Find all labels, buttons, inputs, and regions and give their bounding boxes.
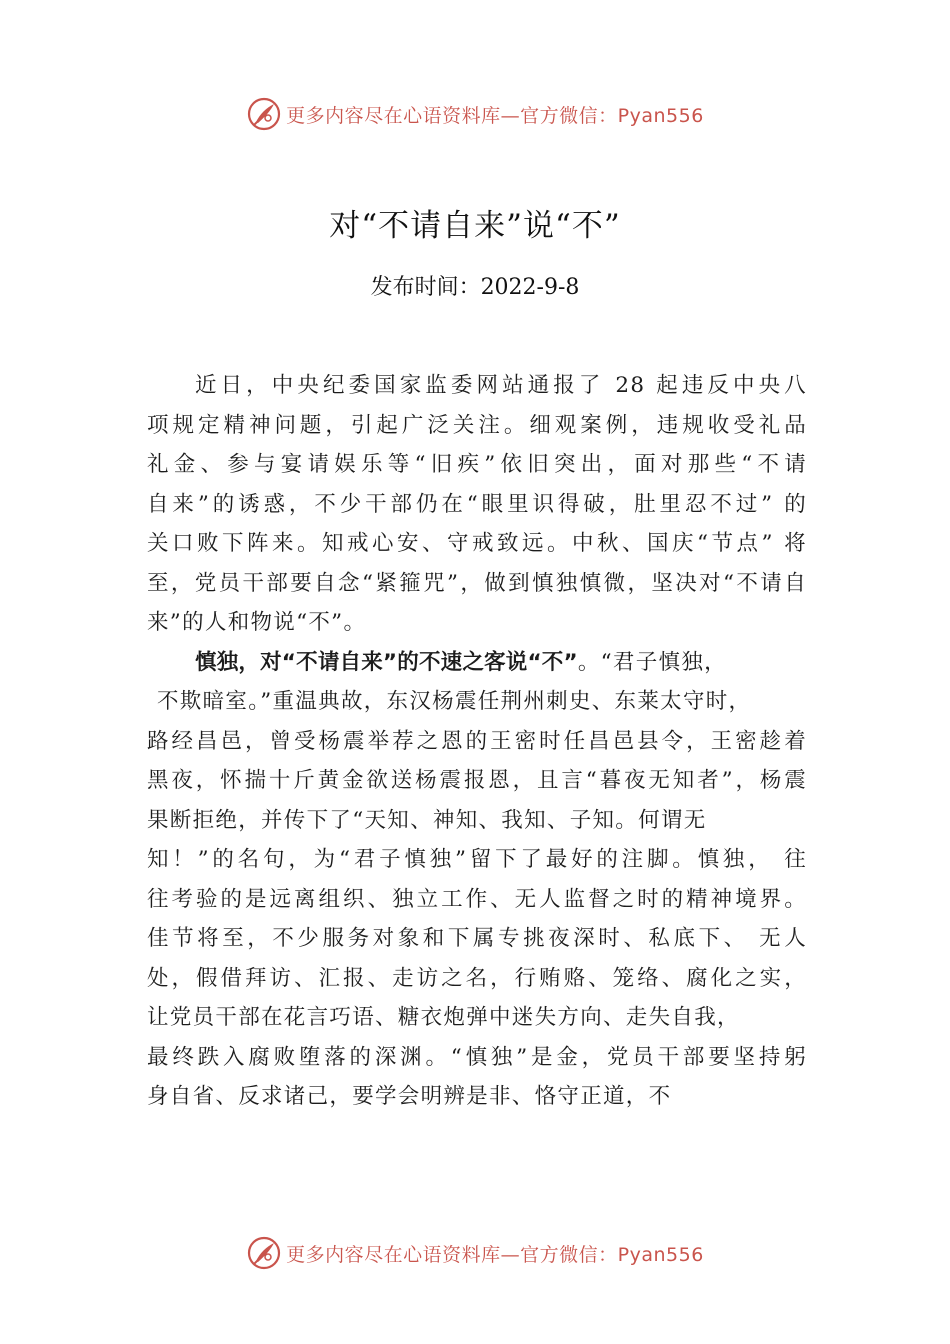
quill-pen-seal-icon: [246, 96, 282, 132]
banner-text: 更多内容尽在心语资料库—官方微信：Pyan556: [286, 1243, 704, 1266]
section-heading: 慎独，对“不请自来”的不速之客说“不”: [195, 649, 578, 675]
paragraph1-line: 近日，中央纪委国家监委网站通报了 28 起违反中央八: [195, 373, 807, 398]
paragraph2-first-line: 慎独，对“不请自来”的不速之客说“不”。“君子慎独，: [195, 649, 727, 675]
paragraph2-line: 往考验的是远离组织、独立工作、无人监督之时的精神境界。: [147, 886, 807, 912]
paragraph2-line: 处，假借拜访、汇报、走访之名，行贿赂、笼络、腐化之实，: [147, 965, 807, 991]
paragraph1-line: 自来”的诱惑，不少干部仍在“眼里识得破，肚里忍不过” 的: [147, 491, 807, 517]
article-body: [147, 366, 807, 1117]
paragraph1-line: 项规定精神问题，引起广泛关注。细观案例，违规收受礼品: [147, 412, 807, 438]
paragraph2-line: 佳节将至，不少服务对象和下属专挑夜深时、私底下、 无人: [147, 926, 807, 951]
wechat-id: Pyan556: [617, 1243, 704, 1266]
paragraph2-line: 知！”的名句，为“君子慎独”留下了最好的注脚。慎独， 往: [147, 847, 807, 872]
publish-date: 发布时间：2022-9-8: [370, 275, 580, 300]
header-banner: [0, 94, 950, 134]
paragraph2-line: 让党员干部在花言巧语、糖衣炮弹中迷失方向、走失自我，: [147, 1005, 740, 1030]
paragraph2-line: 果断拒绝，并传下了“天知、神知、我知、子知。何谓无: [147, 807, 707, 833]
wechat-id: Pyan556: [617, 104, 704, 127]
paragraph1-line: 来”的人和物说“不”。: [147, 610, 367, 635]
article-title: 对“不请自来”说“不”: [329, 208, 621, 244]
paragraph2-line: 身自省、反求诸己，要学会明辨是非、恪守正道，不: [147, 1084, 672, 1109]
paragraph2-line: 黑夜，怀揣十斤黄金欲送杨震报恩，且言“暮夜无知者”，杨震: [147, 768, 807, 793]
paragraph1-line: 礼金、参与宴请娱乐等“旧疾”依旧突出，面对那些“不请: [147, 452, 807, 477]
quill-pen-seal-icon: [246, 1235, 282, 1271]
footer-banner: [0, 1233, 950, 1273]
paragraph2-line: 最终跌入腐败堕落的深渊。“慎独”是金，党员干部要坚持躬: [147, 1044, 807, 1070]
paragraph2-line: 不欺暗室。”重温典故，东汉杨震任荆州刺史、东莱太守时，: [157, 689, 752, 714]
paragraph1-line: 至，党员干部要自念“紧箍咒”，做到慎独慎微，坚决对“不请自: [147, 570, 807, 596]
paragraph1-line: 关口败下阵来。知戒心安、守戒致远。中秋、国庆“节点” 将: [147, 531, 807, 556]
banner-text: 更多内容尽在心语资料库—官方微信：Pyan556: [286, 104, 704, 127]
paragraph2-line: 路经昌邑，曾受杨震举荐之恩的王密时任昌邑县令，王密趁着: [147, 728, 807, 754]
